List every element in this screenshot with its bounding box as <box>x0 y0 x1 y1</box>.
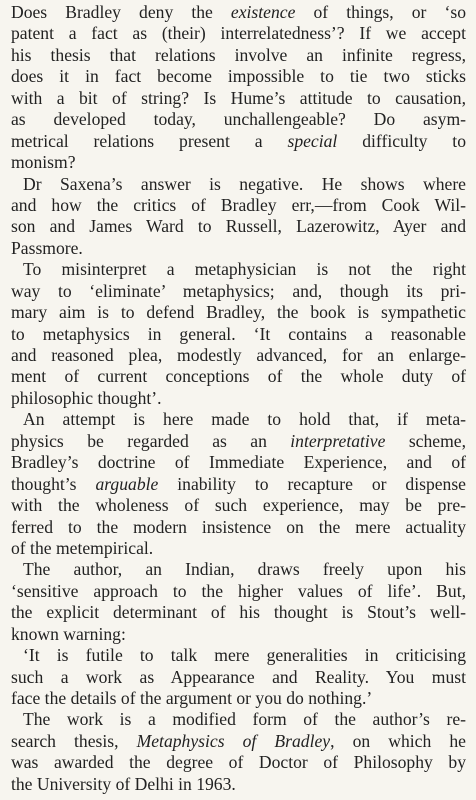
text-line <box>11 281 466 302</box>
text-line <box>11 2 466 23</box>
text-run: was awarded the degree of Doctor of Philosophy by <box>11 752 466 773</box>
text-line <box>11 474 466 495</box>
paragraph-thesis <box>11 709 466 795</box>
text-line <box>11 345 466 366</box>
text-run: way to ‘eliminate’ metaphysics; and, though its pri- <box>11 280 466 301</box>
text-line <box>11 388 466 409</box>
text-line <box>11 152 466 173</box>
text-run: monism? <box>11 152 76 173</box>
text-run: of the metempirical. <box>11 537 154 558</box>
text-line <box>11 645 466 666</box>
paragraph-saxena-answer <box>11 174 466 260</box>
text-run: ‘sensitive approach to the higher values of life’. But, <box>11 580 466 601</box>
text-line <box>11 216 466 237</box>
text-run: thought’s <box>11 473 96 494</box>
paragraph-stout-quote <box>11 645 466 709</box>
italic-term: existence <box>230 2 296 22</box>
text-run: to metaphysics in general. ‘It contains a reasonable <box>11 323 466 344</box>
text-line <box>11 559 466 580</box>
text-line <box>11 688 466 709</box>
text-run: , on which he <box>330 730 466 751</box>
text-line <box>11 409 466 430</box>
text-line <box>11 517 466 538</box>
text-line <box>11 495 466 516</box>
text-run: such a work as Appearance and Reality. You must <box>11 666 466 687</box>
text-run: does it in fact become impossible to tie two sticks <box>11 66 466 87</box>
text-run: The author, an Indian, draws freely upon his <box>23 559 466 580</box>
text-run: difficulty to <box>337 130 466 151</box>
text-run: and reasoned plea, modestly advanced, for an enlarge- <box>11 345 466 365</box>
italic-term: Metaphysics of Bradley <box>136 730 331 751</box>
text-run: physics be regarded as an <box>11 430 291 451</box>
text-line <box>11 109 466 130</box>
text-run: his thesis that relations involve an infinite regress, <box>11 44 466 65</box>
text-line <box>11 302 466 323</box>
text-line <box>11 602 466 623</box>
text-line <box>11 131 466 152</box>
text-run: The work is a modified form of the author’s re- <box>23 709 466 730</box>
italic-term: interpretative <box>290 430 386 451</box>
text-run: Dr Saxena’s answer is negative. He shows where <box>23 173 466 194</box>
text-run: inability to recapture or dispense <box>158 473 466 494</box>
paragraph-intro-questions <box>11 2 466 174</box>
text-run: and how the critics of Bradley err,—from Cook Wil- <box>11 194 466 215</box>
text-run: philosophic thought’. <box>11 387 162 408</box>
text-run: An attempt is here made to hold that, if meta- <box>23 409 466 430</box>
text-run: Passmore. <box>11 237 83 258</box>
text-line <box>11 538 466 559</box>
text-line <box>11 431 466 452</box>
text-run: of things, or ‘so <box>295 2 466 22</box>
text-line <box>11 774 466 795</box>
text-run: Does Bradley deny the <box>11 2 231 22</box>
text-run: Bradley’s doctrine of Immediate Experience, and of <box>11 452 466 473</box>
text-line <box>11 752 466 773</box>
italic-term: special <box>287 130 338 151</box>
paragraph-misinterpret <box>11 259 466 409</box>
text-run: the University of Delhi in 1963. <box>11 773 236 794</box>
paragraph-author <box>11 559 466 645</box>
text-line <box>11 731 466 752</box>
text-line <box>11 259 466 280</box>
text-line <box>11 624 466 645</box>
text-run: known warning: <box>11 623 126 644</box>
text-line <box>11 452 466 473</box>
text-run: To misinterpret a metaphysician is not the right <box>23 259 466 280</box>
text-line <box>11 88 466 109</box>
text-line <box>11 195 466 216</box>
text-run: ment of current conceptions of the whole duty of <box>11 366 466 387</box>
text-line <box>11 174 466 195</box>
text-line <box>11 23 466 44</box>
text-line <box>11 581 466 602</box>
text-line <box>11 238 466 259</box>
text-run: the explicit determinant of his thought is Stout’s well- <box>11 602 466 623</box>
text-line <box>11 709 466 730</box>
text-run: scheme, <box>385 430 466 451</box>
text-run: face the details of the argument or you do nothing.’ <box>11 688 373 708</box>
text-line <box>11 366 466 387</box>
text-run: as developed today, unchallengeable? Do asym- <box>11 109 466 130</box>
text-run: with the wholeness of such experience, may be pre- <box>11 495 466 516</box>
text-run: ferred to the modern insistence on the mere actuality <box>11 516 466 537</box>
italic-term: arguable <box>95 473 159 494</box>
text-line <box>11 667 466 688</box>
text-line <box>11 324 466 345</box>
text-run: son and James Ward to Russell, Lazerowitz, Ayer and <box>11 216 466 237</box>
text-line <box>11 45 466 66</box>
text-run: with a bit of string? Is Hume’s attitude to causation, <box>11 87 466 108</box>
text-run: metrical relations present a <box>11 130 288 151</box>
text-run: patent a fact as (their) interrelatedness’? If we accept <box>11 23 466 44</box>
text-line <box>11 66 466 87</box>
text-run: ‘It is futile to talk mere generalities in criticising <box>23 645 466 666</box>
text-run: search thesis, <box>11 730 137 751</box>
paragraph-attempt <box>11 409 466 559</box>
blurb-text <box>11 2 466 795</box>
text-run: mary aim is to defend Bradley, the book is sympathetic <box>11 302 466 323</box>
